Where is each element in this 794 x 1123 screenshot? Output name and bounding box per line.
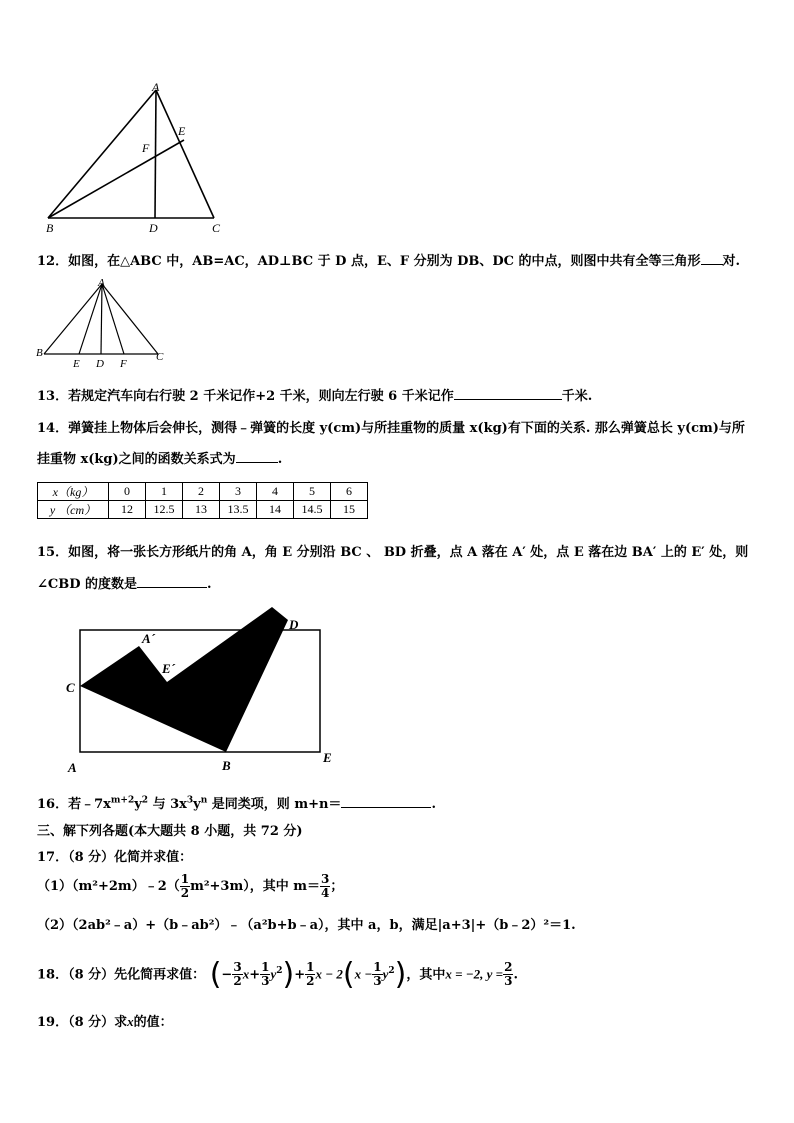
table-header-x: x（kg） <box>38 483 109 501</box>
label-a: A <box>68 760 77 775</box>
question-14-text: 挂重物 x(kg)之间的函数关系式为 <box>37 452 236 467</box>
question-14-line-2 <box>37 448 282 467</box>
question-16: 16．若$﹣7x^{m+2}y^2$ 与 $3x^3y^n$ 是同类项，则 m+n＝ . <box>37 795 436 812</box>
label-b: B <box>36 347 43 359</box>
question-13-text: 13．若规定汽车向右行驶 2 千米记作+2 千米，则向左行驶 6 千米记作 <box>37 389 454 404</box>
label-f: F <box>120 358 127 368</box>
question-17-title: 17．（8 分）化简并求值： <box>37 850 193 865</box>
table-cell: 4 <box>257 483 294 501</box>
question-17-part-2: （2）（2ab²﹣a）+（b﹣ab²）﹣（a²b+b﹣a），其中 a，b，满足|a+3|+（b﹣2）²＝1. <box>37 918 576 933</box>
fraction: $\frac{3}{2}$ <box>233 960 242 989</box>
table-cell: 15 <box>331 501 368 519</box>
folded-rectangle-figure <box>58 600 348 776</box>
question-13-suffix: 千米. <box>561 389 593 404</box>
answer-blank-12[interactable] <box>701 252 723 265</box>
question-19: 19．（8 分）求x的值： <box>37 1014 173 1030</box>
table-cell: 12 <box>109 501 146 519</box>
question-14-suffix: . <box>277 452 283 467</box>
label-b: B <box>46 221 54 235</box>
segment-ab <box>48 90 156 218</box>
question-13 <box>37 385 592 404</box>
data-table-14 <box>37 482 368 519</box>
triangle-figure-11 <box>36 80 236 236</box>
folded-region <box>80 607 288 752</box>
triangle-figure-12 <box>34 276 170 368</box>
question-18: 18．（8 分）先化简再求值： (− $\frac{3}{2}$ x+ $\frac{1}{3}$ $y^2)+$ $\frac{1}{2}$ x − 2(x − $\frac{1}{3}$ $y^2$)，其中x = −2, y = $\frac{2}{3}$ . <box>37 956 518 992</box>
table-cell: 5 <box>294 483 331 501</box>
fraction: $\frac{2}{3}$ <box>504 960 513 989</box>
table-cell: 12.5 <box>146 501 183 519</box>
question-14-line-1: 14．弹簧挂上物体后会伸长，测得﹣弹簧的长度 y(cm)与所挂重物的质量 x(kg)有下面的关系. 那么弹簧总长 y(cm)与所 <box>37 421 745 436</box>
label-a: A <box>152 80 160 94</box>
label-c: C <box>156 351 164 363</box>
segment-ad <box>155 90 156 218</box>
table-cell: 2 <box>183 483 220 501</box>
label-d: D <box>96 358 104 368</box>
label-a: A <box>98 277 105 289</box>
fraction: $\frac{1}{2}$ <box>180 872 190 900</box>
question-15-line-2 <box>37 573 212 592</box>
answer-blank-15[interactable] <box>137 575 207 588</box>
table-cell: 0 <box>109 483 146 501</box>
label-e: E <box>323 750 332 765</box>
segment-ac <box>156 90 214 218</box>
answer-blank-14[interactable] <box>236 450 278 463</box>
label-e: E <box>178 124 186 138</box>
label-b: B <box>222 758 231 773</box>
answer-blank-13[interactable] <box>454 387 562 400</box>
question-15-text: ∠CBD 的度数是 <box>37 577 138 592</box>
fraction: $\frac{3}{4}$ <box>321 872 330 900</box>
question-15-line-1: 15．如图，将一张长方形纸片的角 A，角 E 分别沿 BC 、 BD 折叠，点 A 落在 A′ 处，点 E 落在边 BA′ 上的 E′ 处，则 <box>37 545 749 560</box>
table-row-x <box>38 483 368 501</box>
question-15-suffix: . <box>207 577 212 592</box>
table-cell: 13 <box>183 501 220 519</box>
question-17-part-1: （1）（m²+2m）﹣2（ $\frac{1}{2}$ m²+3m），其中 m＝ $\frac{3}{4}$ ； <box>37 872 344 900</box>
label-e: E <box>73 358 80 368</box>
fraction: $\frac{1}{3}$ <box>373 960 382 989</box>
question-12 <box>37 250 740 269</box>
section-title: 三、解下列各题(本大题共 8 小题，共 72 分) <box>37 824 303 839</box>
table-cell: 1 <box>146 483 183 501</box>
fraction: $\frac{1}{2}$ <box>306 960 315 989</box>
label-e-prime: E´ <box>162 661 175 676</box>
fraction: $\frac{1}{3}$ <box>261 960 270 989</box>
table-cell: 6 <box>331 483 368 501</box>
answer-blank-16[interactable] <box>341 795 431 808</box>
table-cell: 13.5 <box>220 501 257 519</box>
label-d: D <box>149 221 158 235</box>
label-c: C <box>66 680 75 695</box>
table-cell: 3 <box>220 483 257 501</box>
table-cell: 14 <box>257 501 294 519</box>
segment-be <box>48 140 184 218</box>
label-c: C <box>212 221 221 235</box>
question-12-suffix: 对. <box>722 254 741 269</box>
label-f: F <box>142 141 150 155</box>
label-d: D <box>289 617 299 632</box>
table-row-y <box>38 501 368 519</box>
table-header-y: y （cm） <box>38 501 109 519</box>
table-cell: 14.5 <box>294 501 331 519</box>
label-a-prime: A´ <box>142 631 155 646</box>
question-12-text: 12．如图，在△ABC 中，AB=AC，AD⊥BC 于 D 点，E、F 分别为 DB、DC 的中点，则图中共有全等三角形 <box>37 254 701 269</box>
